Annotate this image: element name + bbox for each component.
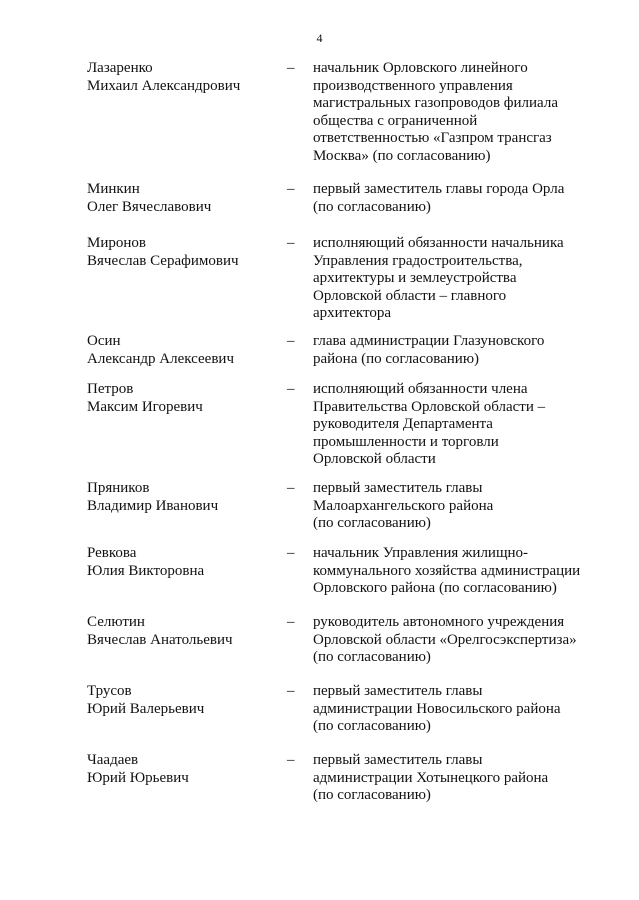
- member-name: [87, 181, 277, 216]
- member-position: [313, 60, 603, 165]
- member-given-names: Вячеслав Анатольевич: [87, 631, 233, 648]
- member-surname: Осин: [87, 333, 121, 349]
- dash-separator: –: [287, 333, 295, 349]
- position-line: первый заместитель главы: [313, 683, 483, 699]
- position-line: общества с ограниченной: [313, 112, 478, 129]
- position-line: исполняющий обязанности члена: [313, 381, 528, 397]
- position-line: (по согласованию): [313, 718, 431, 734]
- position-line: Орловского района (по согласованию): [313, 580, 557, 596]
- member-surname: Пряников: [87, 480, 150, 496]
- position-line: Малоархангельского района: [313, 497, 494, 514]
- member-surname: Чаадаев: [87, 752, 139, 768]
- member-given-names: Михаил Александрович: [87, 77, 241, 94]
- member-name: [87, 545, 277, 580]
- position-line: руководитель автономного учреждения: [313, 614, 565, 630]
- position-line: архитектора: [313, 305, 392, 321]
- member-name: [87, 381, 277, 416]
- member-given-names: Максим Игоревич: [87, 398, 203, 415]
- member-given-names: Александр Алексеевич: [87, 350, 234, 367]
- member-name: [87, 480, 277, 515]
- position-line: начальник Управления жилищно-: [313, 545, 529, 561]
- member-surname: Трусов: [87, 683, 132, 699]
- member-name: [87, 683, 277, 718]
- member-position: [313, 235, 603, 323]
- position-line: (по согласованию): [313, 649, 431, 665]
- page-number: 4: [316, 31, 323, 45]
- position-line: Орловской области – главного: [313, 287, 507, 304]
- position-line: архитектуры и землеустройства: [313, 270, 517, 286]
- position-line: начальник Орловского линейного: [313, 60, 528, 76]
- position-line: первый заместитель главы: [313, 480, 483, 496]
- dash-separator: –: [287, 614, 295, 630]
- member-surname: Минкин: [87, 181, 140, 197]
- position-line: администрации Хотынецкого района: [313, 769, 549, 786]
- member-given-names: Олег Вячеславович: [87, 198, 212, 215]
- position-line: Управления градостроительства,: [313, 252, 523, 269]
- dash-separator: –: [287, 235, 295, 251]
- member-position: [313, 614, 603, 667]
- position-line: коммунального хозяйства администрации: [313, 562, 581, 579]
- position-line: администрации Новосильского района: [313, 700, 561, 717]
- dash-separator: –: [287, 60, 295, 76]
- member-surname: Лазаренко: [87, 60, 153, 76]
- member-name: [87, 614, 277, 649]
- position-line: первый заместитель главы: [313, 752, 483, 768]
- position-line: района (по согласованию): [313, 350, 480, 367]
- dash-separator: –: [287, 545, 295, 561]
- position-line: (по согласованию): [313, 787, 431, 803]
- position-line: первый заместитель главы города Орла: [313, 181, 565, 197]
- member-position: [313, 752, 603, 805]
- member-position: [313, 545, 603, 598]
- member-given-names: Юлия Викторовна: [87, 562, 205, 579]
- dash-separator: –: [287, 480, 295, 496]
- member-position: [313, 333, 603, 368]
- member-name: [87, 752, 277, 787]
- position-line: Москва» (по согласованию): [313, 147, 491, 164]
- dash-separator: –: [287, 181, 295, 197]
- position-line: (по согласованию): [313, 515, 431, 531]
- position-line: Орловской области: [313, 451, 436, 467]
- member-position: [313, 480, 603, 533]
- member-given-names: Владимир Иванович: [87, 497, 219, 514]
- dash-separator: –: [287, 381, 295, 397]
- member-given-names: Юрий Юрьевич: [87, 769, 189, 786]
- member-position: [313, 181, 603, 216]
- position-line: ответственностью «Газпром трансгаз: [313, 130, 552, 146]
- member-name: [87, 235, 277, 270]
- dash-separator: –: [287, 752, 295, 768]
- member-surname: Петров: [87, 381, 134, 397]
- position-line: Правительства Орловской области –: [313, 398, 546, 415]
- member-position: [313, 683, 603, 736]
- member-name: [87, 333, 277, 368]
- position-line: исполняющий обязанности начальника: [313, 235, 564, 251]
- member-given-names: Вячеслав Серафимович: [87, 252, 239, 269]
- dash-separator: –: [287, 683, 295, 699]
- member-surname: Селютин: [87, 614, 145, 630]
- position-line: промышленности и торговли: [313, 433, 499, 450]
- position-line: руководителя Департамента: [313, 416, 493, 432]
- member-given-names: Юрий Валерьевич: [87, 700, 205, 717]
- member-surname: Миронов: [87, 235, 146, 251]
- member-surname: Ревкова: [87, 545, 137, 561]
- member-name: [87, 60, 277, 95]
- position-line: производственного управления: [313, 77, 513, 94]
- position-line: (по согласованию): [313, 198, 431, 215]
- member-position: [313, 381, 603, 469]
- position-line: глава администрации Глазуновского: [313, 333, 545, 349]
- position-line: магистральных газопроводов филиала: [313, 95, 558, 111]
- position-line: Орловской области «Орелгосэкспертиза»: [313, 631, 577, 648]
